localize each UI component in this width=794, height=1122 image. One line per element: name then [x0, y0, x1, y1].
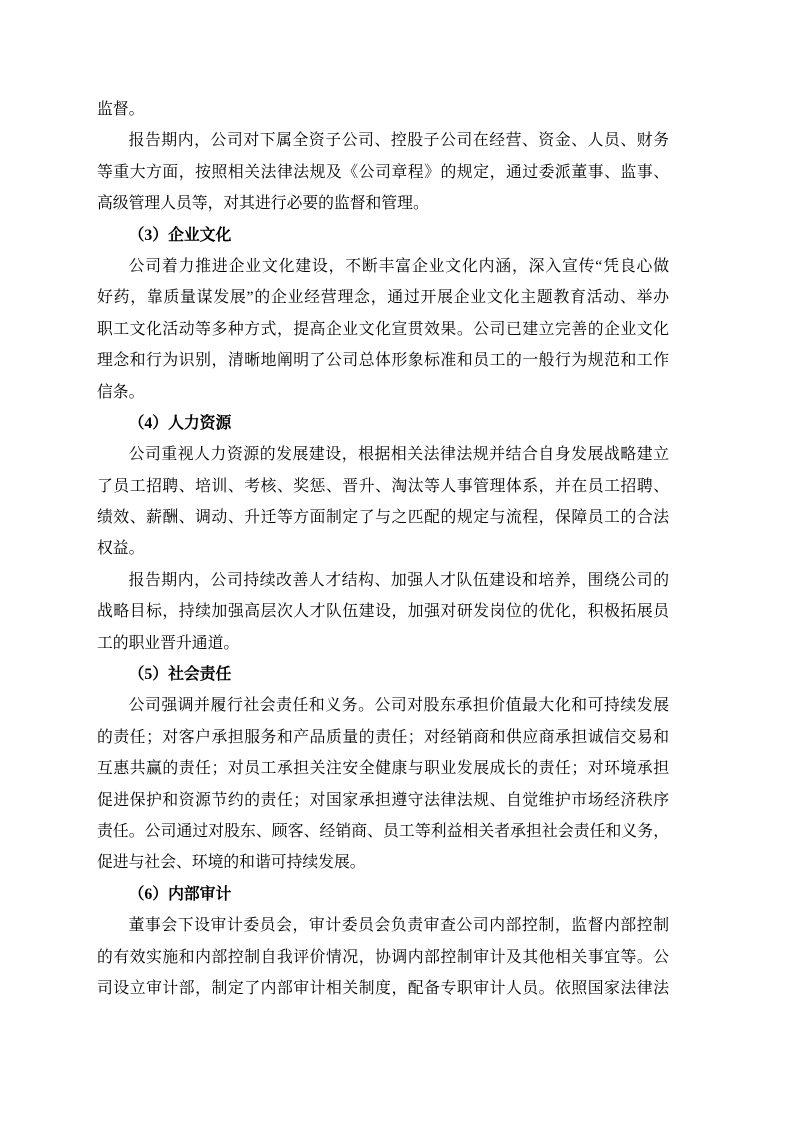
text-line: 董事会下设审计委员会，审计委员会负责审查公司内部控制，监督内部控制 [128, 917, 669, 935]
heading-social-responsibility: （5）社会责任 [128, 666, 232, 684]
text-line: 司设立审计部，制定了内部审计相关制度，配备专职审计人员。依照国家法律法 [97, 979, 669, 997]
heading-corporate-culture: （3）企业文化 [128, 226, 232, 244]
text-line: 公司强调并履行社会责任和义务。公司对股东承担价值最大化和可持续发展 [128, 697, 669, 715]
text-line: 报告期内，公司持续改善人才结构、加强人才队伍建设和培养，围绕公司的 [128, 571, 669, 589]
text-line: 互惠共赢的责任；对员工承担关注安全健康与职业发展成长的责任；对环境承担 [97, 760, 669, 778]
text-line: 促进与社会、环境的和谐可持续发展。 [97, 854, 366, 872]
heading-human-resources: （4）人力资源 [128, 414, 232, 432]
text-line: 的有效实施和内部控制自我评价情况，协调内部控制审计及其他相关事宜等。公 [97, 948, 669, 966]
text-line: 信条。 [97, 383, 145, 401]
text-line: 理念和行为识别，清晰地阐明了公司总体形象标准和员工的一般行为规范和工作 [97, 352, 669, 370]
text-line: 好药，靠质量谋发展”的企业经营理念，通过开展企业文化主题教育活动、举办 [97, 289, 669, 307]
page-content [97, 94, 669, 1004]
text-line: 的责任；对客户承担服务和产品质量的责任；对经销商和供应商承担诚信交易和 [97, 728, 669, 746]
text-line: 监督。 [97, 101, 145, 118]
text-line: 战略目标，持续加强高层次人才队伍建设，加强对研发岗位的优化，积极拓展员 [97, 603, 669, 621]
heading-internal-audit: （6）内部审计 [128, 885, 232, 903]
text-line: 报告期内，公司对下属全资子公司、控股子公司在经营、资金、人员、财务 [128, 132, 669, 150]
text-line: 公司重视人力资源的发展建设，根据相关法律法规并结合自身发展战略建立 [128, 446, 669, 464]
text-line: 职工文化活动等多种方式，提高企业文化宣贯效果。公司已建立完善的企业文化 [97, 320, 669, 338]
text-line: 责任。公司通过对股东、顾客、经销商、员工等利益相关者承担社会责任和义务， [97, 822, 669, 840]
text-line: 促进保护和资源节约的责任；对国家承担遵守法律法规、自觉维护市场经济秩序 [97, 791, 669, 809]
text-line: 等重大方面，按照相关法律法规及《公司章程》的规定，通过委派董事、监事、 [97, 163, 669, 181]
text-line: 高级管理人员等，对其进行必要的监督和管理。 [97, 195, 429, 213]
text-line: 绩效、薪酬、调动、升迁等方面制定了与之匹配的规定与流程，保障员工的合法 [97, 509, 669, 527]
text-line: 公司着力推进企业文化建设，不断丰富企业文化内涵，深入宣传“凭良心做 [128, 257, 669, 275]
text-line: 权益。 [97, 540, 145, 558]
text-line: 了员工招聘、培训、考核、奖惩、晋升、淘汰等人事管理体系，并在员工招聘、 [97, 477, 669, 495]
text-line: 工的职业晋升通道。 [97, 634, 240, 652]
